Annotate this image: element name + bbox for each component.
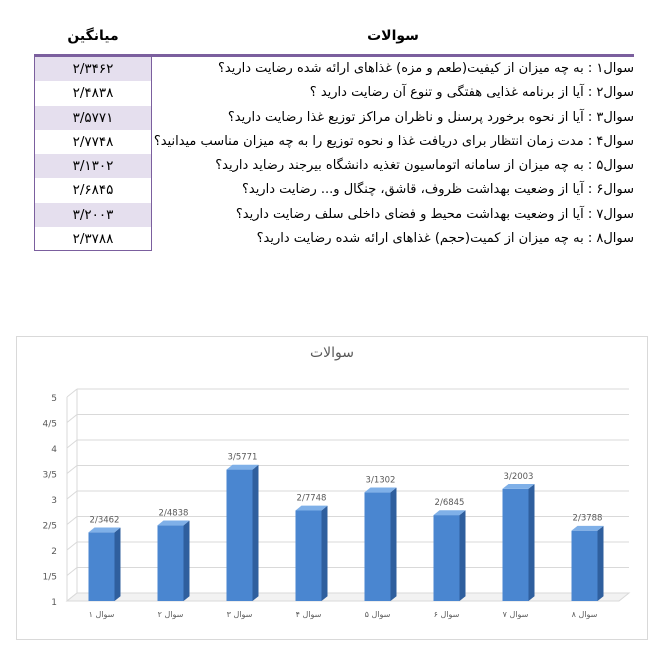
- y-tick-label: 5: [51, 394, 57, 404]
- table-row: [34, 203, 634, 227]
- mean-cell: ۲/۶۸۴۵: [34, 178, 152, 202]
- data-label: 2/6845: [434, 498, 465, 509]
- question-cell: سوال۴ : مدت زمان انتظار برای دریافت غذا و نحوه توزیع را به چه میزان مناسب میدانید؟: [153, 133, 634, 149]
- means-table: [34, 26, 634, 251]
- table-header: [34, 26, 634, 57]
- table-body: [34, 57, 634, 251]
- y-tick-label: 2: [51, 547, 57, 557]
- x-tick-label: سوال ۲: [157, 610, 184, 619]
- bar: [503, 489, 529, 601]
- bar: [572, 531, 598, 601]
- y-tick-label: 1: [51, 598, 57, 608]
- question-cell: سوال۱ : به چه میزان از کیفیت(طعم و مزه) غذاهای ارائه شده رضایت دارید؟: [218, 61, 634, 76]
- data-label: 2/4838: [158, 508, 189, 519]
- bar-side: [253, 465, 259, 601]
- data-label: 2/7748: [296, 493, 327, 504]
- bar: [365, 492, 391, 601]
- bar: [296, 510, 322, 601]
- bar-side: [115, 528, 121, 601]
- grid-line-diag: [67, 542, 77, 550]
- chart-title: سوالات: [309, 345, 355, 361]
- question-cell: سوال۵ : به چه میزان از سامانه اتوماسیون تغذیه دانشگاه بیرجند رضاید دارید؟: [215, 158, 634, 174]
- data-label: 3/2003: [503, 471, 534, 482]
- x-tick-label: سوال ۷: [502, 610, 529, 619]
- mean-cell: ۳/۲۰۰۳: [34, 203, 152, 227]
- y-tick-label: 3/5: [42, 470, 57, 481]
- y-tick-label: 4/5: [42, 419, 57, 430]
- x-tick-label: سوال ۳: [226, 610, 253, 619]
- table-row: [34, 57, 634, 81]
- header-mean: میانگین: [67, 28, 119, 44]
- question-cell: سوال۳ : آیا از نحوه برخورد پرسنل و ناظران مراکز توزیع غذا رضایت دارید؟: [227, 109, 634, 125]
- data-label: 2/3462: [89, 515, 120, 526]
- bar-side: [529, 484, 535, 601]
- bar-side: [391, 488, 397, 601]
- bar: [434, 515, 460, 601]
- mean-cell: ۳/۱۳۰۲: [34, 154, 152, 178]
- table-row: [34, 227, 634, 251]
- x-tick-label: سوال ۱: [88, 610, 115, 619]
- bar-side: [598, 526, 604, 601]
- question-cell: سوال۲ : آیا از برنامه غذایی هفتگی و تنوع آن رضایت دارید ؟: [309, 85, 634, 101]
- question-cell: سوال۸ : به چه میزان از کمیت(حجم) غذاهای ارائه شده رضایت دارید؟: [256, 231, 634, 247]
- x-tick-label: سوال ۵: [364, 610, 391, 619]
- grid-line-diag: [67, 389, 77, 397]
- grid-line-diag: [67, 466, 77, 474]
- mean-cell: ۲/۳۴۶۲: [34, 57, 152, 81]
- y-tick-label: 4: [51, 445, 57, 455]
- grid-line-diag: [67, 415, 77, 423]
- mean-cell: ۲/۷۷۴۸: [34, 130, 152, 154]
- chart-canvas: [17, 337, 647, 639]
- chart-floor: [67, 593, 629, 601]
- bar: [89, 532, 115, 601]
- grid-line-diag: [67, 568, 77, 576]
- data-label: 3/1302: [365, 475, 396, 486]
- y-tick-label: 3: [51, 496, 57, 506]
- table-row: [34, 81, 634, 105]
- data-label: 3/5771: [227, 452, 258, 463]
- bar: [158, 525, 184, 601]
- y-tick-label: 2/5: [42, 521, 57, 532]
- grid-line-diag: [67, 491, 77, 499]
- table-row: [34, 130, 634, 154]
- question-cell: سوال۷ : آیا از وضعیت بهداشت محیط و فضای داخلی سلف رضایت دارید؟: [235, 206, 634, 222]
- bar-side: [322, 506, 328, 601]
- header-questions: سوالات: [367, 28, 419, 44]
- table-row: [34, 106, 634, 130]
- mean-cell: ۳/۵۷۷۱: [34, 106, 152, 130]
- x-tick-label: سوال ۸: [571, 610, 598, 619]
- x-tick-label: سوال ۴: [295, 610, 322, 619]
- data-label: 2/3788: [572, 513, 603, 524]
- mean-cell: ۲/۴۸۳۸: [34, 81, 152, 105]
- grid-line-diag: [67, 440, 77, 448]
- bar-side: [184, 521, 190, 601]
- y-tick-label: 1/5: [42, 572, 57, 583]
- mean-cell: ۲/۳۷۸۸: [34, 227, 152, 251]
- grid-line-diag: [67, 517, 77, 525]
- table-row: [34, 178, 634, 202]
- x-tick-label: سوال ۶: [433, 610, 460, 619]
- bar-chart: [16, 336, 648, 640]
- question-cell: سوال۶ : آیا از وضعیت بهداشت ظروف، قاشق، چنگال و... رضایت دارید؟: [241, 182, 634, 198]
- bar-side: [460, 510, 466, 601]
- table-row: [34, 154, 634, 178]
- bar: [227, 470, 253, 601]
